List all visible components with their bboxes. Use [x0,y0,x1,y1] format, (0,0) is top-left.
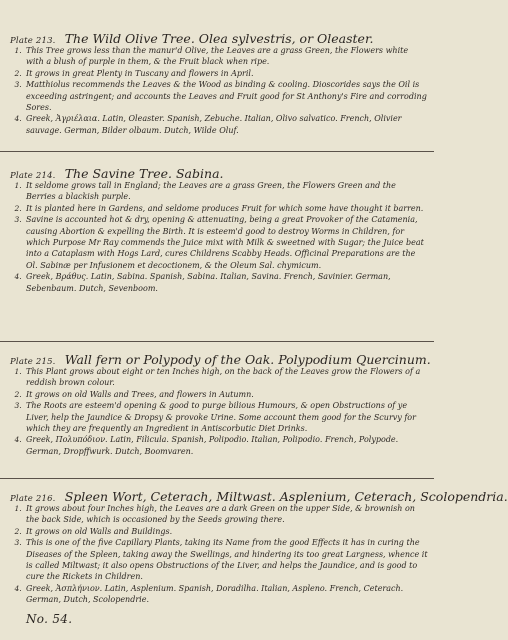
list-item: 4. Greek, Ἀσπλήνιον. Latin, Asplenium. Spanish, Doradilha. Italian, Aspleno. French, Ceterach. German, Dutch, Scolopendrie. [24,583,428,606]
list-item: 4. Greek, Βράθυς. Latin, Sabina. Spanish, Sabina. Italian, Savina. French, Savinier. German, Sebenbaum. Dutch, Sevenboom. [24,271,428,294]
list-item: 4. Greek, Ἀγριέλαια. Latin, Oleaster. Spanish, Zebuche. Italian, Olivo salvatico. French, Olivier sauvage. German, Bilder olbaum. Dutch, Wilde Oluf. [24,113,428,136]
list-item: 1. This Plant grows about eight or ten Inches high, on the back of the Leaves grow the Flowers of a reddish brown colour. [24,366,428,389]
list-item: 1. It seldome grows tall in England; the Leaves are a grass Green, the Flowers Green and the Berries a blackish purple. [24,180,428,203]
plate-number: Plate 216. [10,494,56,504]
item-list [8,180,428,294]
section-divider [0,478,434,479]
list-item: 1. This Tree grows less than the manur'd Olive, the Leaves are a grass Green, the Flowers white with a blush of purple in them, & the Fruit black when ripe. [24,45,428,68]
list-item: 1. It grows about four Inches high, the Leaves are a dark Green on the upper Side, & brownish on the back Side, which is occasioned by the Seeds growing there. [24,503,428,526]
list-item: 4. Greek, Πολυπόδιον. Latin, Filicula. Spanish, Polipodio. Italian, Polipodio. French, Polypode. German, Dropffwurk. Dutch, Boomvaren. [24,434,428,457]
list-item: 3. Savine is accounted hot & dry, opening & attenuating, being a great Provoker of the Catamenia, causing Abortion & expelling the Birth. It is esteem'd good to destroy Worms in Children, for which Purpose Mr Ray commends the Juice mixt with Milk & sweetned with Sugar; the Juice beat into a Cataplasm with Hogs Lard, cures Childrens Scabby Heads. Officinal Preparations are the Ol. Sabinæ per Infusionem et decoctionem, & the Oleum Sal. chymicum. [24,214,428,271]
item-list [8,503,428,606]
plate-number: Plate 213. [10,36,56,46]
list-item: 2. It is planted here in Gardens, and seldome produces Fruit for which some have thought it barren. [24,203,428,214]
list-item: 2. It grows on old Walls and Buildings. [24,526,428,537]
plate-number: Plate 214. [10,171,56,181]
section-title: The Savine Tree. Sabina. [64,166,224,181]
list-item: 3. This is one of the five Capillary Plants, taking its Name from the good Effects it has in curing the Diseases of the Spleen, taking away the Swellings, and hindering its too great Largness, whence it is called Miltwast; it also opens Obstructions of the Liver, and helps the Jaundice, and is good to cure the Rickets in Children. [24,537,428,583]
item-list [8,45,428,136]
list-item: 3. Matthiolus recommends the Leaves & the Wood as binding & cooling. Dioscorides says the Oil is exceeding astringent; and accounts the Leaves and Fruit good for St Anthony's Fire and corroding Sores. [24,79,428,113]
section-title: The Wild Olive Tree. Olea sylvestris, or Oleaster. [64,31,374,46]
item-list [8,366,428,457]
list-item: 3. The Roots are esteem'd opening & good to purge bilious Humours, & open Obstructions of ye Liver, help the Jaundice & Dropsy & provoke Urine. Some account them good for the Scurvy for which they are frequently an Ingredient in Antiscorbutic Diet Drinks. [24,400,428,434]
plate-number: Plate 215. [10,357,56,367]
section-title: Spleen Wort, Ceterach, Miltwast. Asplenium, Ceterach, Scolopendria. [64,489,508,504]
list-item: 2. It grows in great Plenty in Tuscany and flowers in April. [24,68,428,79]
page-number: No. 54. [26,612,73,626]
section-divider [0,341,434,342]
section-divider [0,151,434,152]
list-item: 2. It grows on old Walls and Trees, and flowers in Autumn. [24,389,428,400]
section-title: Wall fern or Polypody of the Oak. Polypodium Quercinum. [64,352,431,367]
